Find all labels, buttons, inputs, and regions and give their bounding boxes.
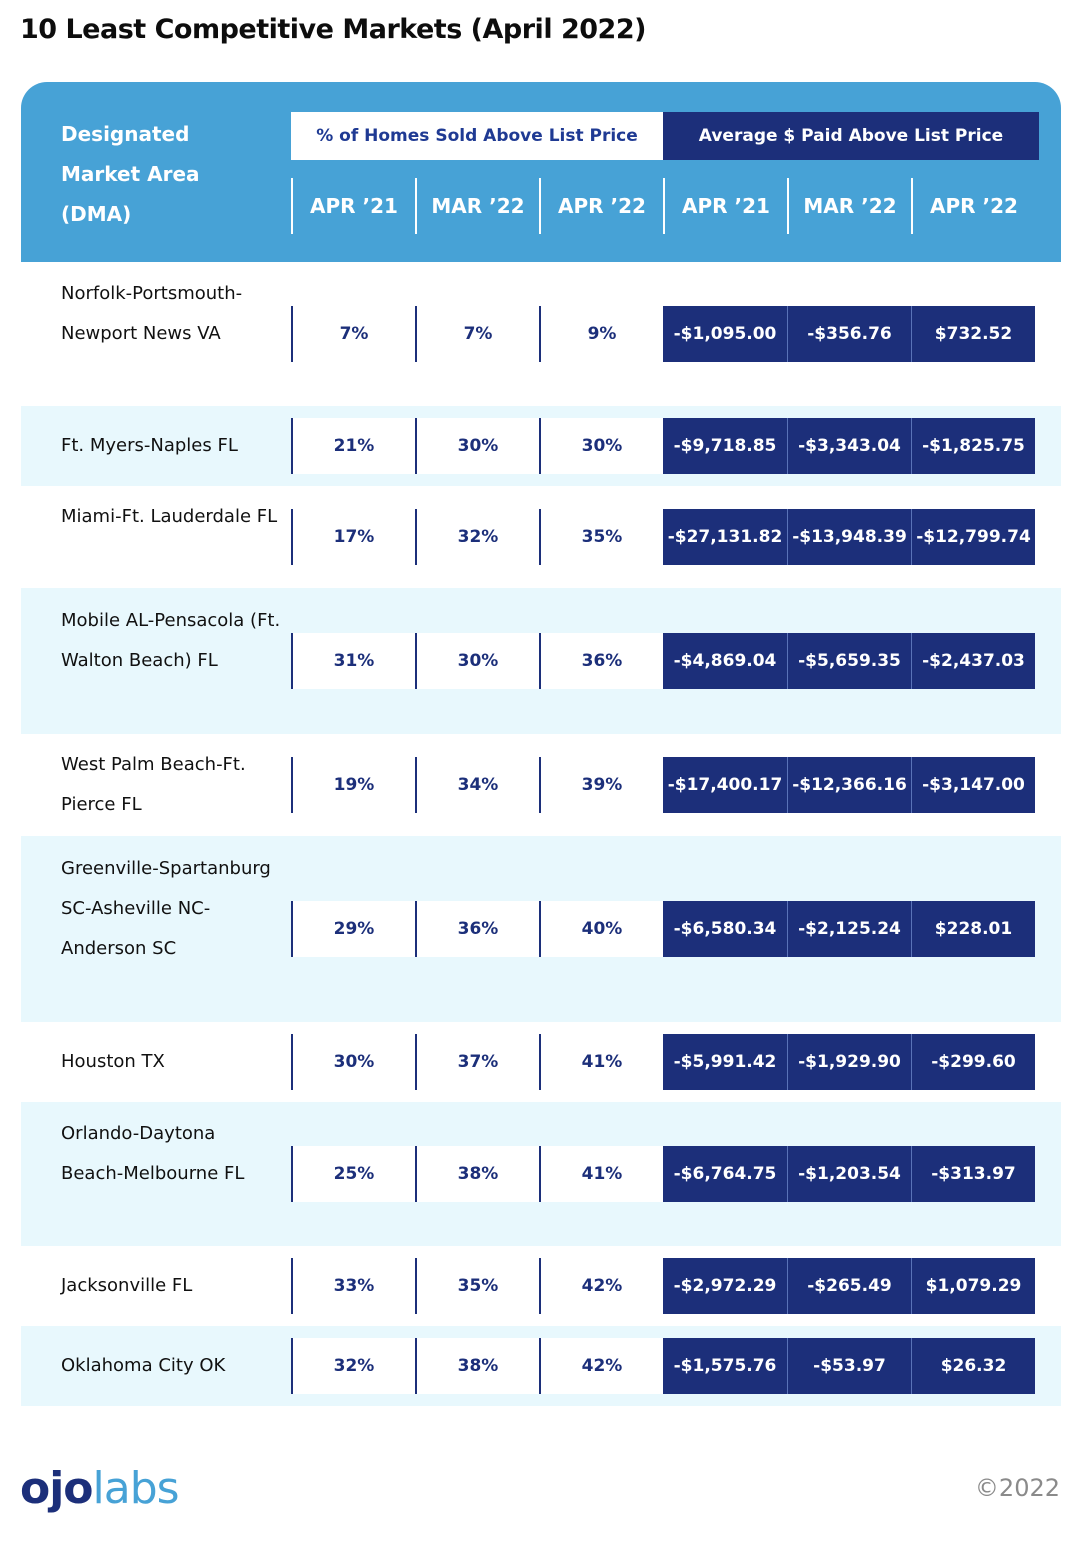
pct-cell: 34% [415,757,539,813]
avg-cell: -$356.76 [787,306,911,362]
table-row [21,486,1061,588]
table-row [21,836,1061,1022]
pct-cell: 36% [539,633,663,689]
avg-cell: -$1,575.76 [663,1338,787,1394]
pct-cell: 7% [415,306,539,362]
pct-cell: 37% [415,1034,539,1090]
copyright: ©2022 [974,1474,1060,1502]
pct-cell: 38% [415,1146,539,1202]
pct-cell: 42% [539,1338,663,1394]
dma-name: Mobile AL-Pensacola (Ft. Walton Beach) FL [61,610,281,671]
avg-cell: $26.32 [911,1338,1035,1394]
table-row [21,734,1061,836]
pct-cell: 33% [291,1258,415,1314]
avg-cell: -$299.60 [911,1034,1035,1090]
dma-name: Orlando-Daytona Beach-Melbourne FL [61,1123,245,1184]
avg-col-header-apr22: APR ’22 [911,178,1035,234]
avg-cell: -$313.97 [911,1146,1035,1202]
pct-cell: 36% [415,901,539,957]
pct-cell: 7% [291,306,415,362]
table-row [21,262,1061,406]
pct-cell: 39% [539,757,663,813]
dma-name: Miami-Ft. Lauderdale FL [61,506,278,527]
page-title: 10 Least Competitive Markets (April 2022) [20,14,646,45]
avg-cell: $732.52 [911,306,1035,362]
pct-cell: 42% [539,1258,663,1314]
avg-cell: -$2,125.24 [787,901,911,957]
avg-cell: -$12,799.74 [911,509,1035,565]
table-row [21,1326,1061,1406]
pct-col-header-apr21: APR ’21 [291,178,415,234]
pct-cell: 17% [291,509,415,565]
avg-cell: -$1,825.75 [911,418,1035,474]
pct-cell: 9% [539,306,663,362]
avg-group-header: Average $ Paid Above List Price [663,112,1039,160]
pct-cell: 38% [415,1338,539,1394]
avg-cell: -$53.97 [787,1338,911,1394]
avg-cell: -$5,659.35 [787,633,911,689]
table-row [21,406,1061,486]
pct-cell: 29% [291,901,415,957]
avg-cell: -$5,991.42 [663,1034,787,1090]
avg-col-header-mar22: MAR ’22 [787,178,911,234]
pct-col-header-apr22: APR ’22 [539,178,663,234]
avg-cell: -$2,972.29 [663,1258,787,1314]
dma-name: Ft. Myers-Naples FL [61,435,238,456]
dma-name: West Palm Beach-Ft. Pierce FL [61,754,246,815]
dma-name: Houston TX [61,1051,165,1072]
pct-cell: 30% [291,1034,415,1090]
table-row [21,588,1061,734]
pct-cell: 19% [291,757,415,813]
avg-cell: -$6,764.75 [663,1146,787,1202]
avg-cell: -$1,203.54 [787,1146,911,1202]
avg-cell: -$1,095.00 [663,306,787,362]
table-header [21,82,1061,262]
pct-group-header: % of Homes Sold Above List Price [291,112,663,160]
pct-cell: 41% [539,1034,663,1090]
pct-col-header-mar22: MAR ’22 [415,178,539,234]
avg-cell: -$3,147.00 [911,757,1035,813]
table-row [21,1102,1061,1246]
avg-cell: $1,079.29 [911,1258,1035,1314]
pct-cell: 32% [291,1338,415,1394]
ojolabs-logo [20,1463,179,1514]
avg-cell: -$27,131.82 [663,509,787,565]
pct-cell: 25% [291,1146,415,1202]
logo-ojo: ojo [20,1463,93,1514]
pct-cell: 31% [291,633,415,689]
dma-name: Norfolk-Portsmouth-Newport News VA [61,283,243,344]
dma-name: Jacksonville FL [61,1275,193,1296]
avg-cell: -$1,929.90 [787,1034,911,1090]
pct-cell: 40% [539,901,663,957]
pct-cell: 30% [415,633,539,689]
dma-name: Greenville-Spartanburg SC-Asheville NC-Anderson SC [61,858,271,959]
avg-cell: -$2,437.03 [911,633,1035,689]
pct-cell: 35% [539,509,663,565]
pct-cell: 30% [539,418,663,474]
pct-cell: 32% [415,509,539,565]
pct-cell: 21% [291,418,415,474]
avg-col-header-apr21: APR ’21 [663,178,787,234]
avg-cell: -$265.49 [787,1258,911,1314]
avg-cell: -$4,869.04 [663,633,787,689]
pct-cell: 41% [539,1146,663,1202]
pct-cell: 35% [415,1258,539,1314]
avg-cell: $228.01 [911,901,1035,957]
dma-column-header: Designated Market Area (DMA) [61,122,200,226]
pct-cell: 30% [415,418,539,474]
dma-name: Oklahoma City OK [61,1355,226,1376]
avg-cell: -$6,580.34 [663,901,787,957]
avg-cell: -$9,718.85 [663,418,787,474]
table-row [21,1246,1061,1326]
logo-labs: labs [92,1463,179,1514]
avg-cell: -$17,400.17 [663,757,787,813]
avg-cell: -$12,366.16 [787,757,911,813]
table-row [21,1022,1061,1102]
avg-cell: -$3,343.04 [787,418,911,474]
avg-cell: -$13,948.39 [787,509,911,565]
